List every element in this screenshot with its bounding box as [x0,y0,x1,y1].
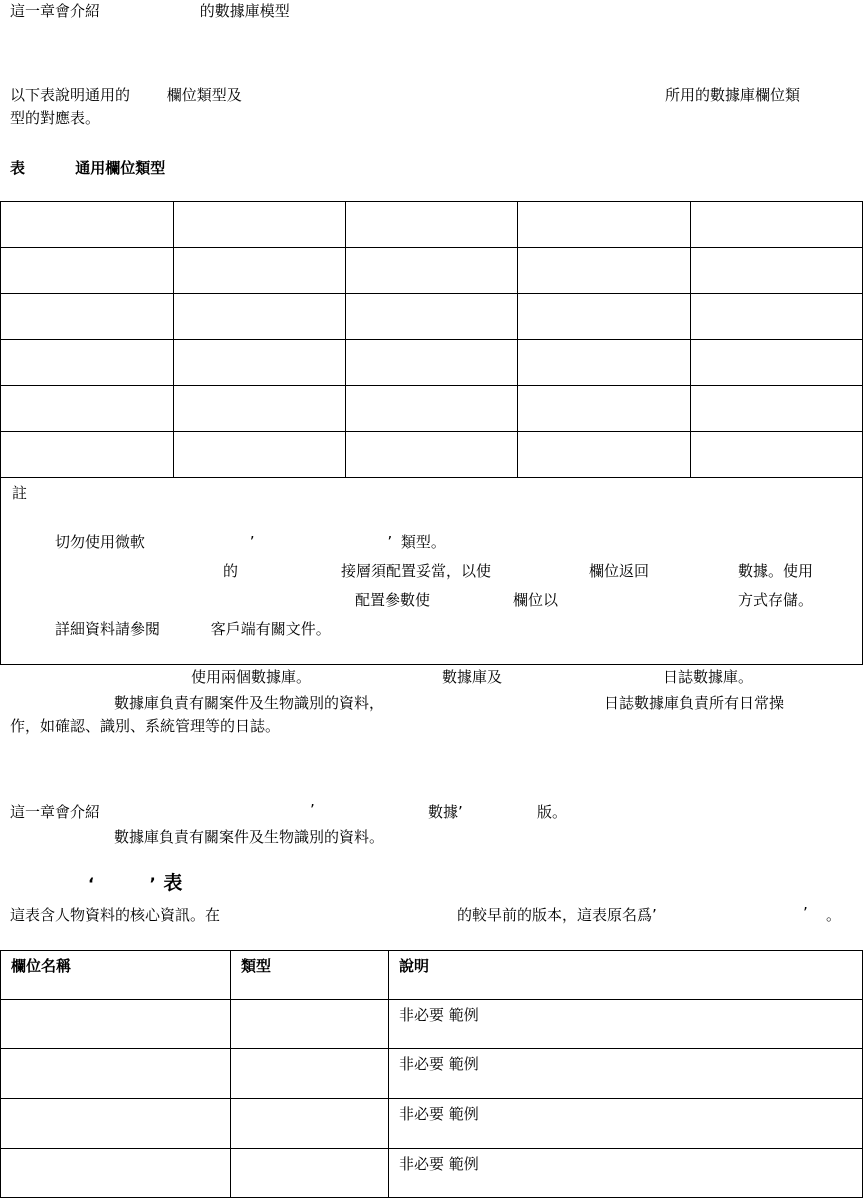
table-cell [691,294,863,340]
db-text: 日誌數據庫負責所有日常操 [604,694,785,712]
desc-text: 這表含人物資料的核心資訊。在 [10,906,221,924]
table-heading [88,872,182,895]
section2-text: 這一章會介紹 [10,803,101,821]
note-line-4 [55,618,331,641]
table-cell [346,248,518,294]
intro-text: 這一章會介紹 [10,2,101,20]
note-text: ’ [249,533,255,551]
desc-text: 的較早前的版本，這表原名爲’ [457,906,657,924]
cell-field-name [1,1099,231,1149]
note-text: 欄位以 [513,591,559,609]
cell-type [231,1049,389,1099]
desc-text: ’ [803,904,808,922]
table-cell [174,248,346,294]
cell-description: 非必要 範例 [389,1149,863,1198]
note-text: 的 [223,562,239,580]
intro-text: 以下表說明通用的 [10,86,131,104]
table-row [1,1049,863,1099]
table-cell [1,340,174,386]
intro-line-1 [10,0,290,23]
cell-description: 非必要 範例 [389,1000,863,1049]
cell-type [231,1000,389,1049]
table-cell [1,432,174,478]
note-text: ’ [387,533,393,551]
fields-table [0,950,863,1198]
desc-text: 。 [826,906,842,924]
table-cell [346,432,518,478]
cell-description: 非必要 範例 [389,1099,863,1149]
note-line-1 [55,531,446,554]
table-row [1,1000,863,1049]
table-caption-title: 通用欄位類型 [75,159,166,177]
table-cell [518,294,691,340]
table-cell [174,432,346,478]
table-caption [10,157,165,180]
header-description: 說明 [389,951,863,1000]
table-cell [174,294,346,340]
db-text: 使用兩個數據庫。 [191,668,312,686]
intro-paragraph-line-1 [10,84,242,107]
table-row [1,1099,863,1149]
intro-text: 的數據庫模型 [199,2,290,20]
note-text: 方式存儲。 [738,591,814,609]
note-text: 客戶端有關文件。 [210,620,331,638]
table-cell [1,202,174,248]
cell-description: 非必要 範例 [389,1049,863,1099]
table-row [1,386,863,432]
table-cell [518,432,691,478]
heading-quote: ‘ [88,874,95,893]
table-cell [518,202,691,248]
table-row [1,248,863,294]
note-box [0,478,863,665]
table-cell [691,432,863,478]
table-cell [346,202,518,248]
table-cell [691,386,863,432]
db-text: 日誌數據庫。 [663,668,754,686]
intro-text: 型的對應表。 [10,109,101,127]
table-cell [174,202,346,248]
db-text: 數據庫及 [442,668,503,686]
cell-field-name [1,1000,231,1049]
table-cell [174,386,346,432]
table-cell [346,340,518,386]
note-text: 接層須配置妥當，以使 [341,562,492,580]
table-caption-label: 表 [10,159,26,177]
section2-text: 數據’ [428,803,463,821]
intro-text: 欄位類型及 [166,86,242,104]
section2-text: 版。 [537,803,568,821]
note-text: 數據。使用 [738,562,814,580]
note-text: 詳細資料請參閱 [55,620,161,638]
cell-type [231,1099,389,1149]
note-label: 註 [12,484,28,502]
table-row [1,432,863,478]
table-cell [691,202,863,248]
section2-text: 數據庫負責有關案件及生物識別的資料。 [114,828,385,846]
table-row [1,202,863,248]
note-text: 配置參數使 [355,591,431,609]
table-cell [518,386,691,432]
cell-type [231,1149,389,1198]
table-cell [691,248,863,294]
table-header-row [1,951,863,1000]
table-cell [518,340,691,386]
header-field-name: 欄位名稱 [1,951,231,1000]
section2-text: ’ [310,801,315,819]
note-text: 欄位返回 [589,562,650,580]
table-cell [1,294,174,340]
heading-quote: ’ [149,874,156,893]
db-text: 數據庫負責有關案件及生物識別的資料， [114,694,385,712]
table-cell [1,386,174,432]
db-text: 作，如確認、識別、系統管理等的日誌。 [10,717,281,735]
heading-label: 表 [163,872,183,894]
header-type: 類型 [231,951,389,1000]
cell-field-name [1,1149,231,1198]
note-text: 類型。 [400,533,446,551]
cell-field-name [1,1049,231,1099]
table-cell [691,340,863,386]
table-row [1,340,863,386]
table-cell [518,248,691,294]
table-cell [174,340,346,386]
table-row [1,1149,863,1198]
table-cell [346,386,518,432]
intro-text: 所用的數據庫欄位類 [665,86,801,104]
table-cell [346,294,518,340]
table-cell [1,248,174,294]
field-types-table [0,201,863,478]
note-text: 切勿使用微軟 [55,533,146,551]
table-row [1,294,863,340]
